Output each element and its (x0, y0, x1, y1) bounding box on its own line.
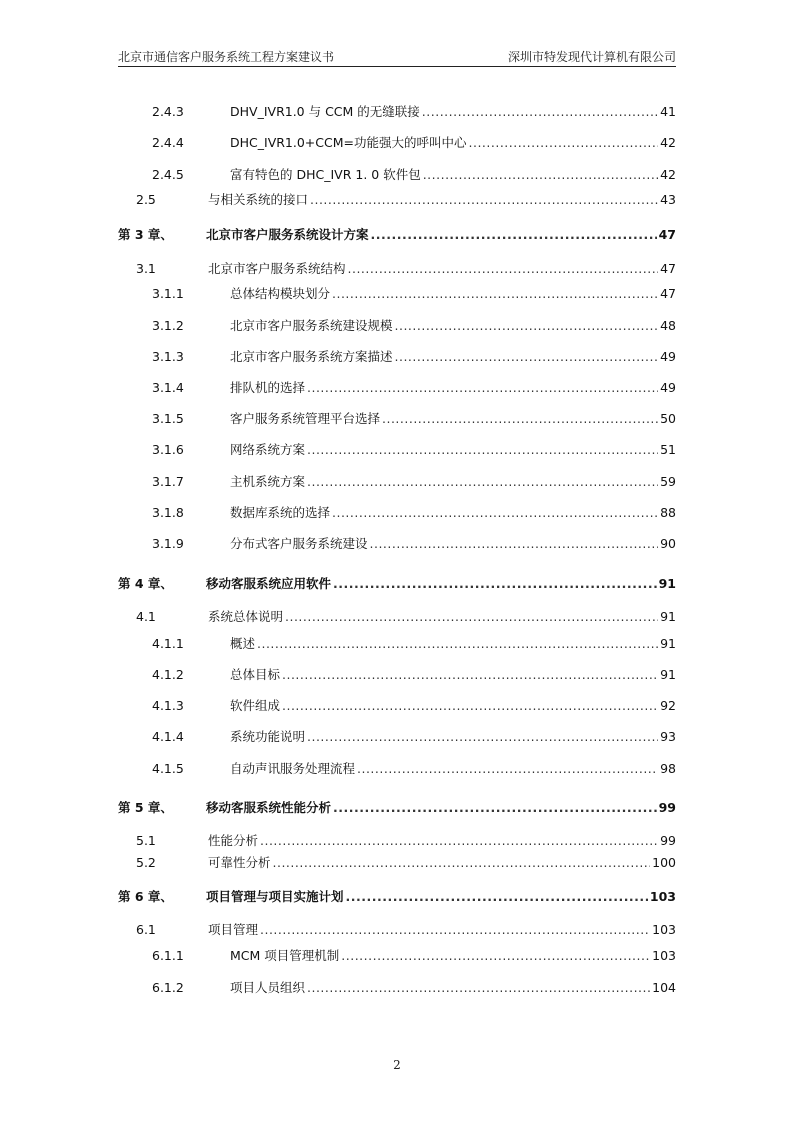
toc-entry-number: 3.1.9 (152, 536, 184, 551)
toc-entry-title: 北京市客户服务系统结构 (208, 261, 346, 276)
toc-entry-title: 项目管理与项目实施计划 (206, 889, 344, 904)
toc-entry-title: 移动客服系统应用软件 (206, 576, 332, 591)
toc-entry-page: 103 (652, 948, 676, 963)
toc-entry-page: 100 (652, 855, 676, 870)
toc-entry-page: 42 (660, 135, 676, 150)
toc-entry-page: 92 (660, 698, 676, 713)
toc-entry-title: 移动客服系统性能分析 (206, 800, 332, 815)
toc-entry[interactable] (118, 608, 676, 626)
toc-entry-number: 4.1.2 (152, 667, 184, 682)
toc-dot-leader (285, 608, 658, 626)
toc-entry-number: 3.1.3 (152, 349, 184, 364)
toc-dot-leader (310, 191, 658, 209)
toc-entry-title: MCM 项目管理机制 (230, 948, 340, 963)
toc-entry-number: 3.1.1 (152, 286, 184, 301)
toc-entry-title: 数据库系统的选择 (230, 505, 331, 520)
toc-entry-page: 103 (652, 922, 676, 937)
toc-entry-number: 5.1 (136, 833, 156, 848)
toc-entry[interactable] (118, 921, 676, 939)
toc-entry-title: 系统功能说明 (230, 729, 306, 744)
toc-entry-page: 99 (658, 800, 676, 815)
toc-entry-title: 性能分析 (208, 833, 259, 848)
toc-entry-title: 与相关系统的接口 (208, 192, 309, 207)
toc-dot-leader (273, 854, 651, 872)
toc-entry-page: 47 (660, 261, 676, 276)
toc-entry-title: 富有特色的 DHC_IVR 1. 0 软件包 (230, 167, 421, 182)
toc-entry[interactable] (118, 103, 676, 121)
toc-entry[interactable] (118, 260, 676, 278)
toc-dot-leader (307, 473, 658, 491)
toc-entry[interactable] (118, 979, 676, 997)
toc-entry-title: 排队机的选择 (230, 380, 306, 395)
toc-entry-number: 5.2 (136, 855, 156, 870)
toc-entry-number: 3.1.2 (152, 318, 184, 333)
toc-entry-number: 3.1 (136, 261, 156, 276)
toc-dot-leader (382, 410, 658, 428)
toc-dot-leader (307, 979, 650, 997)
toc-entry[interactable] (118, 317, 676, 335)
toc-chapter-entry[interactable] (118, 226, 676, 244)
toc-entry-page: 42 (660, 167, 676, 182)
toc-entry[interactable] (118, 947, 676, 965)
toc-entry[interactable] (118, 728, 676, 746)
toc-dot-leader (332, 504, 658, 522)
toc-entry-number: 3.1.7 (152, 474, 184, 489)
toc-dot-leader (469, 134, 659, 152)
toc-entry-number: 第 5 章、 (118, 800, 173, 815)
toc-entry-page: 49 (660, 349, 676, 364)
toc-entry-page: 103 (649, 889, 676, 904)
toc-chapter-entry[interactable] (118, 799, 676, 817)
toc-entry-page: 47 (660, 286, 676, 301)
toc-entry-page: 98 (660, 761, 676, 776)
toc-entry-title: 可靠性分析 (208, 855, 271, 870)
toc-entry-title: DHC_IVR1.0+CCM=功能强大的呼叫中心 (230, 135, 467, 150)
toc-entry[interactable] (118, 191, 676, 209)
toc-entry[interactable] (118, 666, 676, 684)
toc-entry[interactable] (118, 134, 676, 152)
toc-dot-leader (307, 441, 658, 459)
toc-entry-page: 49 (660, 380, 676, 395)
toc-entry-page: 47 (658, 227, 676, 242)
toc-dot-leader (370, 535, 659, 553)
toc-entry-page: 59 (660, 474, 676, 489)
toc-entry-number: 第 6 章、 (118, 889, 173, 904)
toc-entry[interactable] (118, 635, 676, 653)
toc-dot-leader (371, 226, 657, 244)
toc-entry-title: 概述 (230, 636, 256, 651)
toc-entry[interactable] (118, 410, 676, 428)
toc-entry-number: 2.4.4 (152, 135, 184, 150)
toc-entry[interactable] (118, 832, 676, 850)
toc-entry-number: 4.1 (136, 609, 156, 624)
toc-entry[interactable] (118, 473, 676, 491)
toc-dot-leader (282, 697, 658, 715)
toc-entry-number: 4.1.4 (152, 729, 184, 744)
toc-entry[interactable] (118, 535, 676, 553)
toc-entry-title: DHV_IVR1.0 与 CCM 的无缝联接 (230, 104, 420, 119)
page-number: 2 (393, 1058, 401, 1072)
toc-dot-leader (422, 103, 658, 121)
toc-dot-leader (260, 921, 650, 939)
toc-entry-page: 43 (660, 192, 676, 207)
toc-entry-page: 41 (660, 104, 676, 119)
toc-entry-title: 北京市客户服务系统设计方案 (206, 227, 369, 242)
toc-entry-number: 2.4.3 (152, 104, 184, 119)
toc-entry-number: 第 4 章、 (118, 576, 173, 591)
toc-entry[interactable] (118, 348, 676, 366)
toc-entry[interactable] (118, 441, 676, 459)
toc-entry-page: 91 (660, 636, 676, 651)
toc-entry-page: 91 (658, 576, 676, 591)
toc-entry-number: 3.1.6 (152, 442, 184, 457)
toc-entry-title: 项目人员组织 (230, 980, 306, 995)
toc-dot-leader (348, 260, 659, 278)
toc-dot-leader (423, 166, 658, 184)
toc-entry-title: 客户服务系统管理平台选择 (230, 411, 381, 426)
toc-entry-page: 51 (660, 442, 676, 457)
toc-entry-page: 93 (660, 729, 676, 744)
toc-entry-title: 系统总体说明 (208, 609, 284, 624)
toc-entry-page: 88 (660, 505, 676, 520)
toc-entry-title: 项目管理 (208, 922, 259, 937)
toc-dot-leader (395, 348, 659, 366)
toc-entry-number: 第 3 章、 (118, 227, 173, 242)
toc-entry-number: 6.1.2 (152, 980, 184, 995)
toc-entry-number: 4.1.5 (152, 761, 184, 776)
toc-dot-leader (260, 832, 658, 850)
toc-entry-page: 48 (660, 318, 676, 333)
toc-entry-number: 4.1.3 (152, 698, 184, 713)
toc-dot-leader (307, 728, 658, 746)
toc-entry-title: 北京市客户服务系统方案描述 (230, 349, 393, 364)
toc-dot-leader (341, 947, 650, 965)
toc-dot-leader (332, 285, 658, 303)
toc-entry-title: 软件组成 (230, 698, 281, 713)
toc-entry-number: 2.4.5 (152, 167, 184, 182)
toc-entry[interactable] (118, 697, 676, 715)
toc-entry-title: 自动声讯服务处理流程 (230, 761, 356, 776)
toc-dot-leader (257, 635, 658, 653)
toc-entry[interactable] (118, 379, 676, 397)
toc-entry[interactable] (118, 854, 676, 872)
toc-entry-page: 90 (660, 536, 676, 551)
toc-entry-page: 99 (660, 833, 676, 848)
toc-entry[interactable] (118, 760, 676, 778)
toc-dot-leader (346, 888, 648, 906)
toc-entry-number: 6.1.1 (152, 948, 184, 963)
toc-dot-leader (282, 666, 658, 684)
toc-entry-title: 主机系统方案 (230, 474, 306, 489)
toc-entry-number: 2.5 (136, 192, 156, 207)
toc-entry-title: 总体目标 (230, 667, 281, 682)
toc-dot-leader (395, 317, 659, 335)
header-document-title: 北京市通信客户服务系统工程方案建议书 (118, 50, 335, 64)
toc-entry[interactable] (118, 504, 676, 522)
toc-entry-number: 6.1 (136, 922, 156, 937)
toc-entry-number: 4.1.1 (152, 636, 184, 651)
toc-entry-page: 104 (652, 980, 676, 995)
toc-entry-number: 3.1.4 (152, 380, 184, 395)
toc-entry[interactable] (118, 285, 676, 303)
toc-entry-number: 3.1.5 (152, 411, 184, 426)
toc-chapter-entry[interactable] (118, 888, 676, 906)
toc-dot-leader (333, 575, 657, 593)
page-header (118, 44, 676, 67)
toc-entry-title: 分布式客户服务系统建设 (230, 536, 368, 551)
toc-entry[interactable] (118, 166, 676, 184)
toc-entry-page: 50 (660, 411, 676, 426)
toc-dot-leader (307, 379, 658, 397)
toc-entry-title: 网络系统方案 (230, 442, 306, 457)
toc-dot-leader (357, 760, 658, 778)
toc-dot-leader (333, 799, 657, 817)
toc-entry-number: 3.1.8 (152, 505, 184, 520)
toc-entry-title: 总体结构模块划分 (230, 286, 331, 301)
toc-entry-page: 91 (660, 667, 676, 682)
toc-chapter-entry[interactable] (118, 575, 676, 593)
toc-entry-page: 91 (660, 609, 676, 624)
header-company-name: 深圳市特发现代计算机有限公司 (507, 50, 676, 64)
toc-entry-title: 北京市客户服务系统建设规模 (230, 318, 393, 333)
